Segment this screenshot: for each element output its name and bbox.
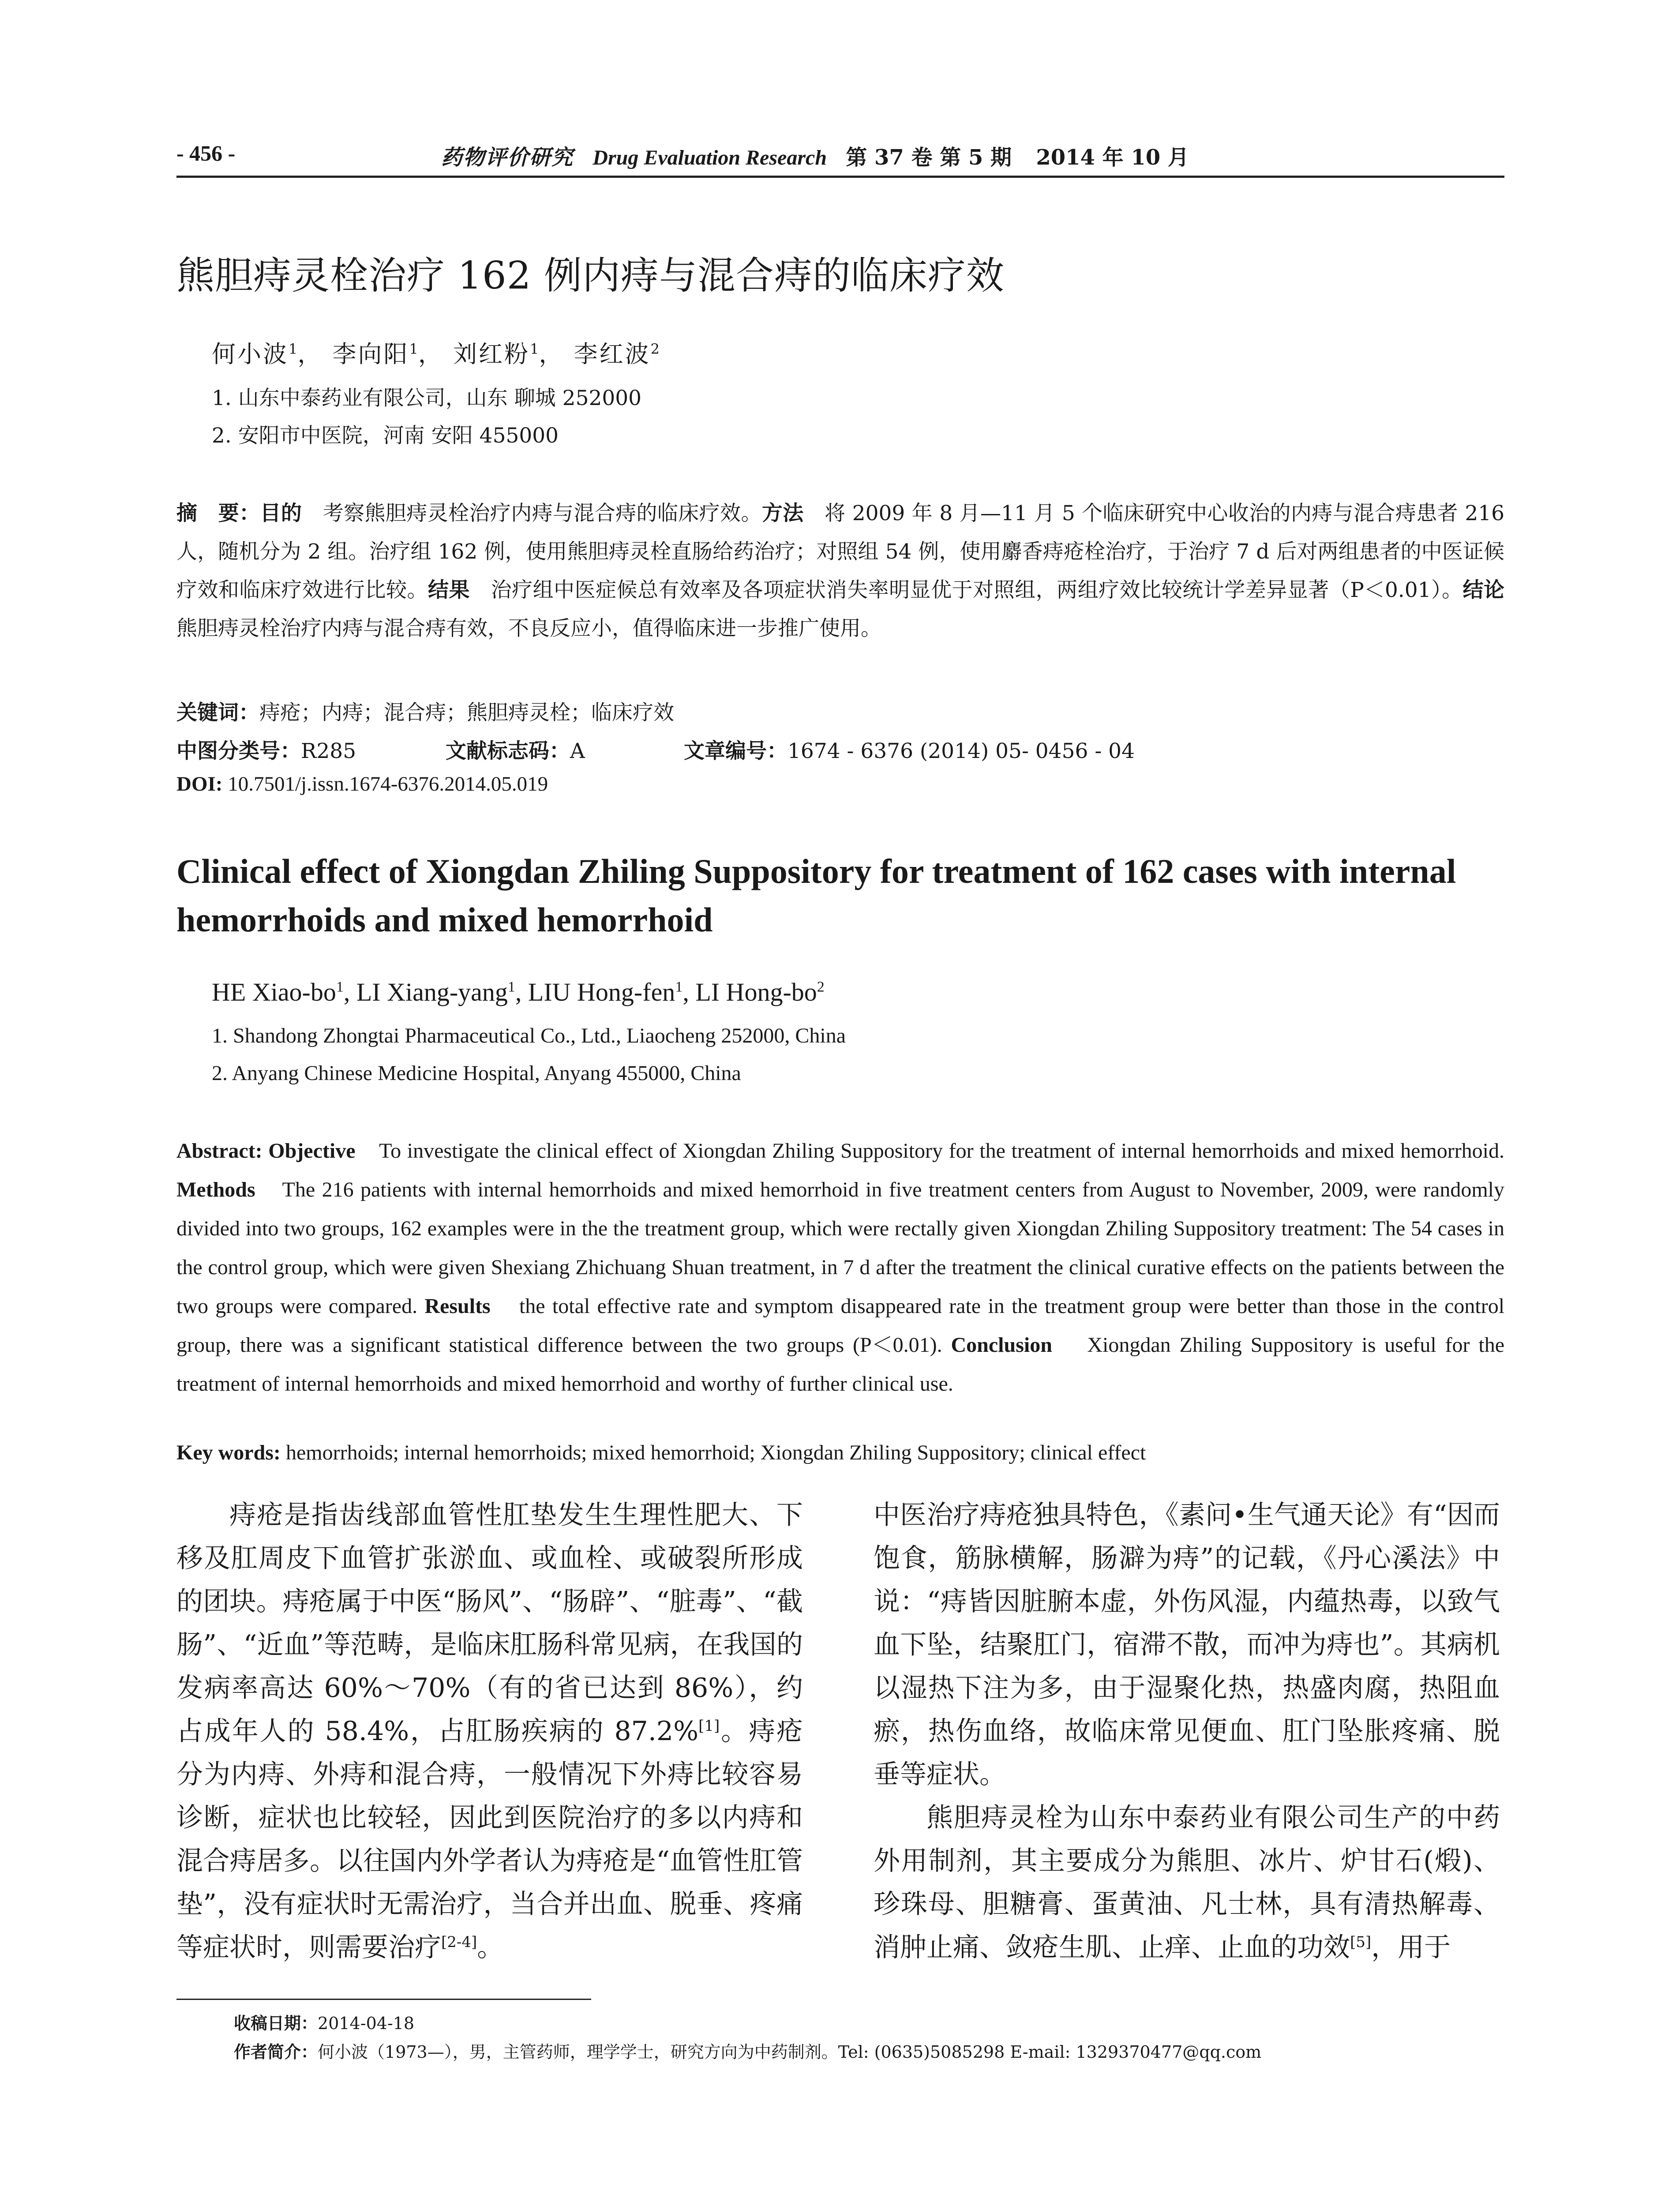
author-name: LI Hong-bo [695,978,817,1006]
affiliation-zh-1: 1. 山东中泰药业有限公司，山东 聊城 252000 [212,386,642,410]
abstract-label: 摘 要： [176,501,260,525]
abstract-en [176,1132,1504,1403]
footnote-author [234,2038,1261,2063]
body-text: ，用于 [1371,1932,1451,1963]
affiliation-en-2: 2. Anyang Chinese Medicine Hospital, Anyang 455000, China [212,1062,741,1085]
author-name: LI Xiang-yang [356,978,508,1006]
body-text: 痔疮是指齿线部血管性肛垫发生生理性肥大、下移及肛周皮下血管扩张淤血、或血栓、或破裂所形成的团块。痔疮属于中医“肠风”、“肠辟”、“脏毒”、“截肠”、“近血”等范畴，是临床肛肠科常见病，在我国的发病率高达 60%～70%（有的省已达到 86%），约占成年人的 58.4%，占肛肠疾病的 87.2% [176,1500,803,1747]
results-text: the total effective rate and symptom disappeared rate in the treatment group were better than those in the control group, there was a significant statistical difference between the two groups (P＜0.01). [176,1294,1505,1357]
citation[interactable]: [1] [698,1717,720,1735]
body-column-right [874,1493,1500,1969]
objective-text: To investigate the clinical effect of Xiongdan Zhiling Suppository for the treatment of internal hemorrhoids and mixed hemorrhoid. [379,1139,1505,1163]
body-paragraph [874,1796,1500,1969]
conclusion-label: Conclusion [951,1333,1052,1357]
results-label: Results [424,1294,491,1318]
keywords-en [176,1441,1504,1465]
keywords-zh [176,696,674,726]
body-text: 熊胆痔灵栓为山东中泰药业有限公司生产的中药外用制剂，其主要成分为熊胆、冰片、炉甘石(煅)、珍珠母、胆糖膏、蛋黄油、凡士林，具有清热解毒、消肿止痛、敛疮生肌、止痒、止血的功效 [874,1802,1500,1963]
authors-en: HE Xiao-$bo^1$, LI Xiang-yang$^1$, LIU Hong-fen$^1$, LI Hong-$bo^2$ [212,978,825,1006]
keywords-label: Key words: [176,1441,281,1464]
author-info-label: 作者简介： [234,2042,318,2062]
doi-line [176,772,548,796]
footnote-received [234,2010,414,2034]
authors-zh: 何小波$^1$， 李向阳$^1$， 刘红粉$^1$， 李红波$^2$ [212,340,660,368]
author-sup: 1 [336,979,344,995]
journal-name-en: Drug Evaluation Research [592,146,827,169]
footnote-rule [176,1999,591,2000]
author-sup: 2 [817,979,825,995]
affiliation-zh-2: 2. 安阳市中医院，河南 安阳 455000 [212,424,559,448]
doi-label: DOI: [176,773,223,795]
page-number: - 456 - [176,141,236,165]
affiliation-en-1: 1. Shandong Zhongtai Pharmaceutical Co., Ltd., Liaocheng 252000, China [212,1024,846,1047]
article-no-value: 1674 - 6376 (2014) 05- 0456 - 04 [788,739,1135,763]
objective-text: 考察熊胆痔灵栓治疗内痔与混合痔的临床疗效。 [322,501,762,525]
results-text: 治疗组中医症候总有效率及各项症状消失率明显优于对照组，两组疗效比较统计学差异显著（P＜0.01）。 [491,578,1463,602]
keywords-label: 关键词： [176,701,259,725]
abstract-zh [176,494,1504,648]
body-column-left [176,1493,803,1969]
doi-value: 10.7501/j.issn.1674-6376.2014.05.019 [228,773,548,795]
citation[interactable]: [5] [1350,1933,1372,1951]
journal-date: 2014 年 10 月 [1036,145,1189,170]
conclusion-label: 结论 [1462,578,1505,602]
doc-code-value: A [570,739,585,763]
keywords-value: 痔疮；内痔；混合痔；熊胆痔灵栓；临床疗效 [259,701,674,725]
author-name: 刘红粉 [453,340,530,368]
doc-code-label: 文献标志码： [446,739,570,763]
title-zh: 熊胆痔灵栓治疗 162 例内痔与混合痔的临床疗效 [176,254,1005,298]
abstract-label: Abstract: [176,1139,262,1163]
author-sup: 1 [675,979,683,995]
methods-label: Methods [176,1178,255,1201]
title-en: Clinical effect of Xiongdan Zhiling Suppository for treatment of 162 cases with internal hemorrhoids and mixed hemorrhoid [176,852,1456,939]
journal-header [441,140,1189,171]
author-name: LIU Hong-fen [528,978,675,1006]
received-label: 收稿日期： [234,2014,318,2033]
header-rule [176,176,1504,178]
results-label: 结果 [428,578,470,602]
methods-text: The 216 patients with internal hemorrhoids and mixed hemorrhoid in five treatment centers from August to November, 2009, were randomly divided into two groups, 162 examples were in the the treatment group, which were rectally given Xiongdan Zhiling Suppository treatment: The 54 cases in the control group, which were given Shexiang Zhichuang Shuan treatment, in 7 d after the treatment the clinical curative effects on the patients between the two groups were compared. [176,1178,1504,1318]
methods-text: 将 2009 年 8 月—11 月 5 个临床研究中心收治的内痔与混合痔患者 216 人，随机分为 2 组。治疗组 162 例，使用熊胆痔灵栓直肠给药治疗；对照组 54 例，使用麝香痔疮栓治疗，于治疗 7 d 后对两组患者的中医证候疗效和临床疗效进行比较。 [176,501,1505,602]
classification-line [176,735,1135,764]
journal-issue: 第 37 卷 第 5 期 [846,145,1012,170]
article-no-label: 文章编号： [684,739,788,763]
journal-logo: 药物评价研究 [441,145,574,170]
author-sup: 1 [530,341,539,357]
author-sup: 2 [650,341,660,357]
body-text: 。痔疮分为内痔、外痔和混合痔，一般情况下外痔比较容易诊断，症状也比较轻，因此到医院治疗的多以内痔和混合痔居多。以往国内外学者认为痔疮是“血管性肛管垫”，没有症状时无需治疗，当合并出血、脱垂、疼痛等症状时，则需要治疗 [176,1716,803,1963]
author-sup: 1 [289,341,298,357]
citation[interactable]: [2-4] [441,1933,477,1951]
conclusion-text: 熊胆痔灵栓治疗内痔与混合痔有效，不良反应小，值得临床进一步推广使用。 [176,616,881,641]
author-sup: 1 [507,979,515,995]
objective-label: Objective [268,1139,356,1163]
conclusion-text: Xiongdan Zhiling Suppository is useful for the treatment of internal hemorrhoids and mixed hemorrhoid and worthy of further clinical use. [176,1333,1505,1396]
author-name: 李红波 [574,340,651,368]
author-name: 何小波 [212,340,289,368]
clc-value: R285 [301,739,356,763]
author-name: 李向阳 [332,340,409,368]
clc-label: 中图分类号： [176,739,301,763]
body-text: 。 [477,1932,504,1963]
author-name: HE Xiao-bo [212,978,336,1006]
author-sup: 1 [409,341,418,357]
methods-label: 方法 [761,501,804,525]
author-info: 何小波（1973—），男，主管药师，理学学士，研究方向为中药制剂。Tel: (0635)5085298 E-mail: 1329370477@qq.com [318,2042,1262,2062]
body-paragraph: 中医治疗痔疮独具特色，《素问•生气通天论》有“因而饱食，筋脉横解，肠澼为痔”的记载，《丹心溪法》中说：“痔皆因脏腑本虚，外伤风湿，内蕴热毒，以致气血下坠，结聚肛门，宿滞不散，而冲为痔也”。其病机以湿热下注为多，由于湿聚化热，热盛肉腐，热阻血瘀，热伤血络，故临床常见便血、肛门坠胀疼痛、脱垂等症状。 [874,1500,1500,1790]
body-paragraph [176,1493,803,1969]
keywords-value: hemorrhoids; internal hemorrhoids; mixed hemorrhoid; Xiongdan Zhiling Suppository; clinical effect [285,1441,1146,1464]
objective-label: 目的 [260,501,302,525]
received-date: 2014-04-18 [318,2014,415,2033]
